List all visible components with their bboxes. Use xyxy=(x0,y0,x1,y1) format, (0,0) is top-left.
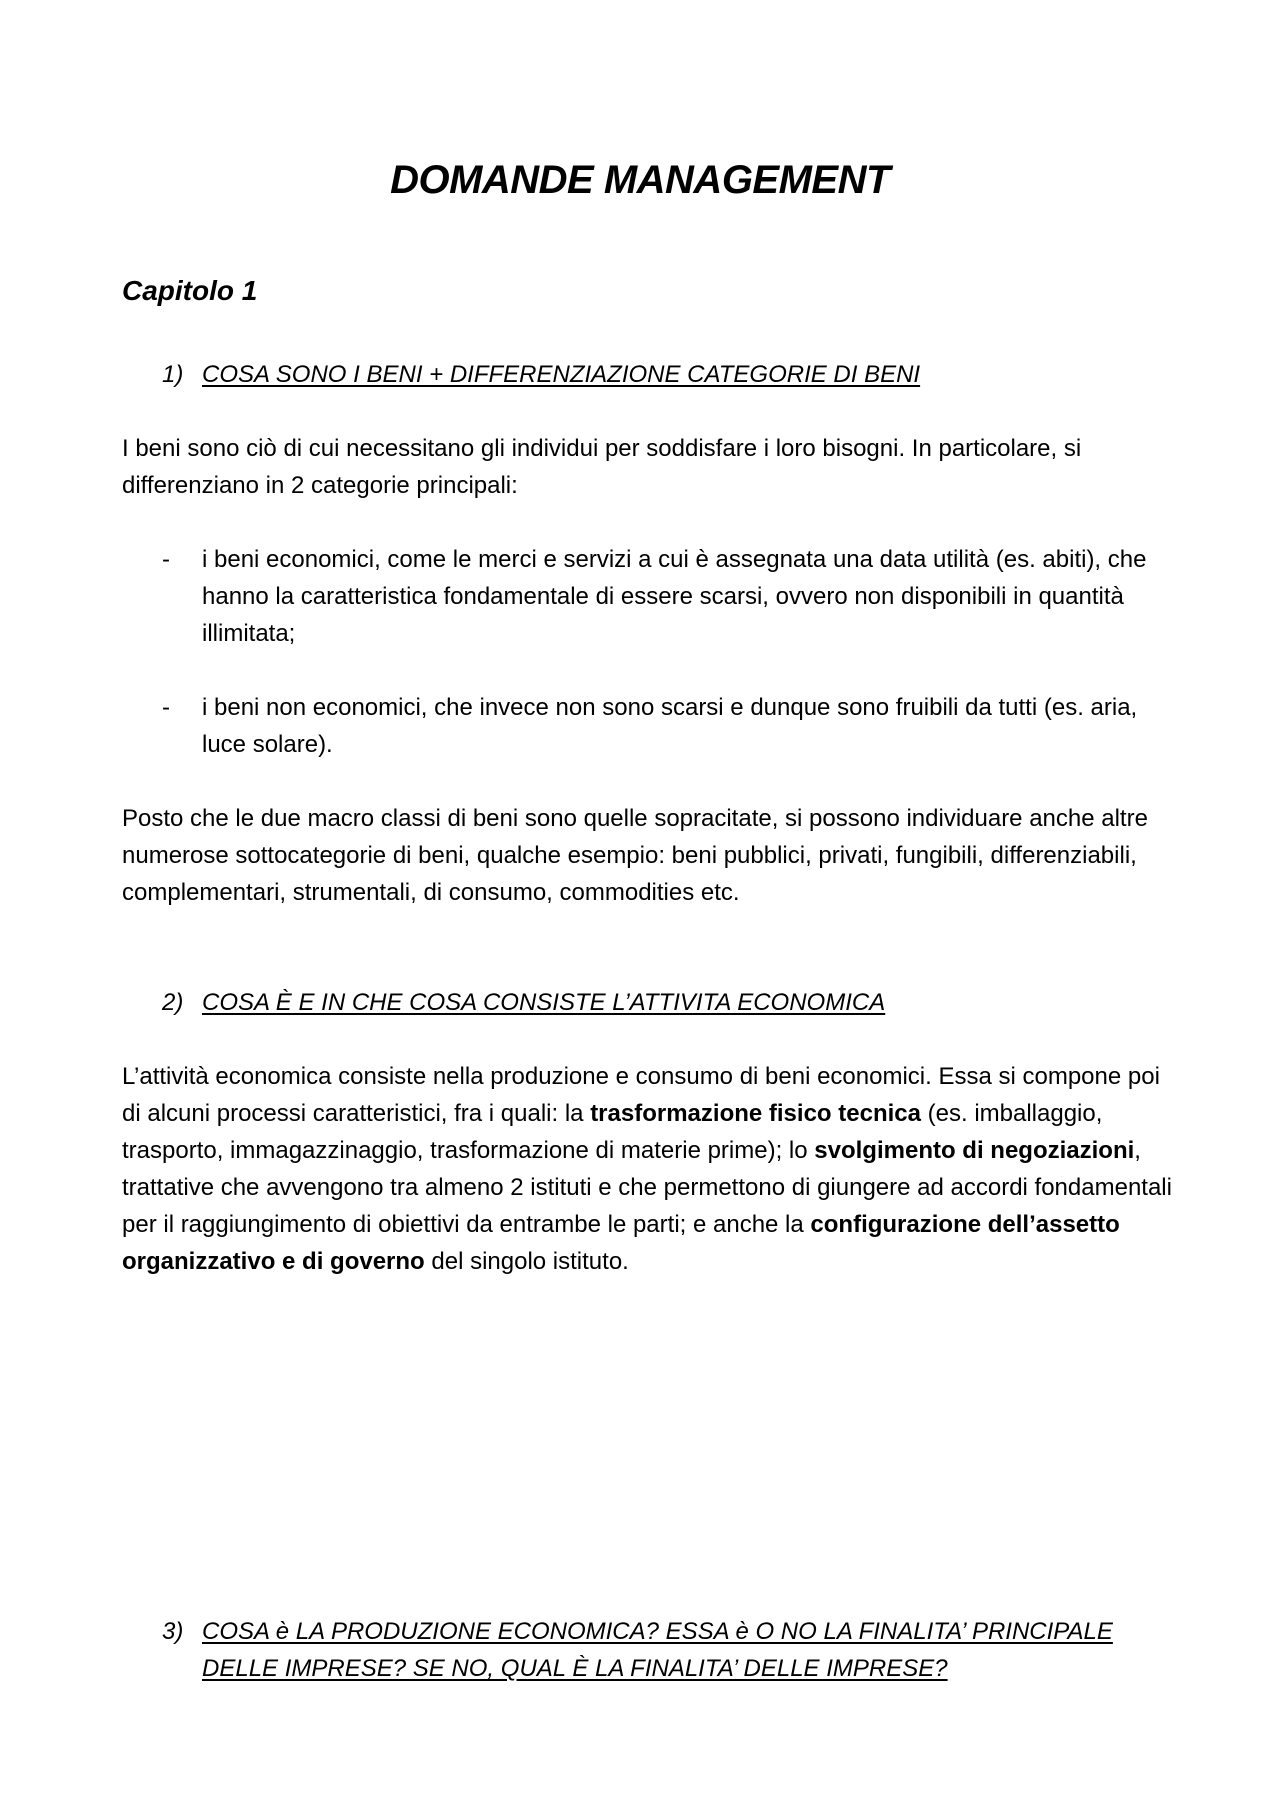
question-2-text: COSA È E IN CHE COSA CONSISTE L’ATTIVITA ECONOMICA xyxy=(202,989,886,1016)
question-1-number: 1) xyxy=(162,361,184,388)
answer-2-text: (es. imballaggio, trasporto, immagazzinaggio, trasformazione di materie prime); lo xyxy=(122,1100,1103,1164)
question-1 xyxy=(162,356,1172,393)
answer-2-paragraph xyxy=(122,1058,1172,1280)
answer-2-bold-term: trasformazione fisico tecnica xyxy=(590,1100,921,1127)
question-3-text: COSA è LA PRODUZIONE ECONOMICA? ESSA è O NO LA FINALITA’ PRINCIPALE DELLE IMPRESE? SE NO, QUAL È LA FINALITA’ DELLE IMPRESE? xyxy=(202,1618,1113,1682)
question-1-text: COSA SONO I BENI + DIFFERENZIAZIONE CATEGORIE DI BENI xyxy=(202,361,921,388)
answer-1-closing: Posto che le due macro classi di beni sono quelle sopracitate, si possono individuare anche altre numerose sottocategorie di beni, qualche esempio: beni pubblici, privati, fungibili, differenziabili, complementari, strumentali, di consumo, commodities etc. xyxy=(122,805,1148,906)
question-3-number: 3) xyxy=(162,1618,184,1645)
answer-1-bullet xyxy=(162,541,1172,652)
answer-1-bullet xyxy=(162,689,1172,763)
question-2 xyxy=(162,984,1172,1021)
document-title: DOMANDE MANAGEMENT xyxy=(390,158,890,202)
question-3 xyxy=(162,1613,1172,1687)
answer-2-bold-term: configurazione dell’assetto organizzativo e di governo xyxy=(122,1211,1120,1275)
bullet-dash: - xyxy=(162,546,170,573)
answer-2-text: , trattative che avvengono tra almeno 2 istituti e che permettono di giungere ad accordi fondamentali per il raggiungimento di obiettivi da entrambe le parti; e anche la xyxy=(122,1137,1172,1238)
answer-2-bold-term: svolgimento di negoziazioni xyxy=(814,1137,1135,1164)
question-2-number: 2) xyxy=(162,989,184,1016)
answer-1-intro: I beni sono ciò di cui necessitano gli individui per soddisfare i loro bisogni. In particolare, si differenziano in 2 categorie principali: xyxy=(122,435,1082,499)
answer-2-text: del singolo istituto. xyxy=(424,1248,629,1275)
chapter-heading: Capitolo 1 xyxy=(122,275,258,306)
bullet-text: i beni economici, come le merci e servizi a cui è assegnata una data utilità (es. abiti), che hanno la caratteristica fondamentale di essere scarsi, ovvero non disponibili in quantità illimitata; xyxy=(202,546,1147,647)
bullet-dash: - xyxy=(162,694,170,721)
bullet-text: i beni non economici, che invece non sono scarsi e dunque sono fruibili da tutti (es. aria, luce solare). xyxy=(202,694,1138,758)
answer-2-text: L’attività economica consiste nella produzione e consumo di beni economici. Essa si compone poi di alcuni processi caratteristici, fra i quali: la xyxy=(122,1063,1160,1127)
